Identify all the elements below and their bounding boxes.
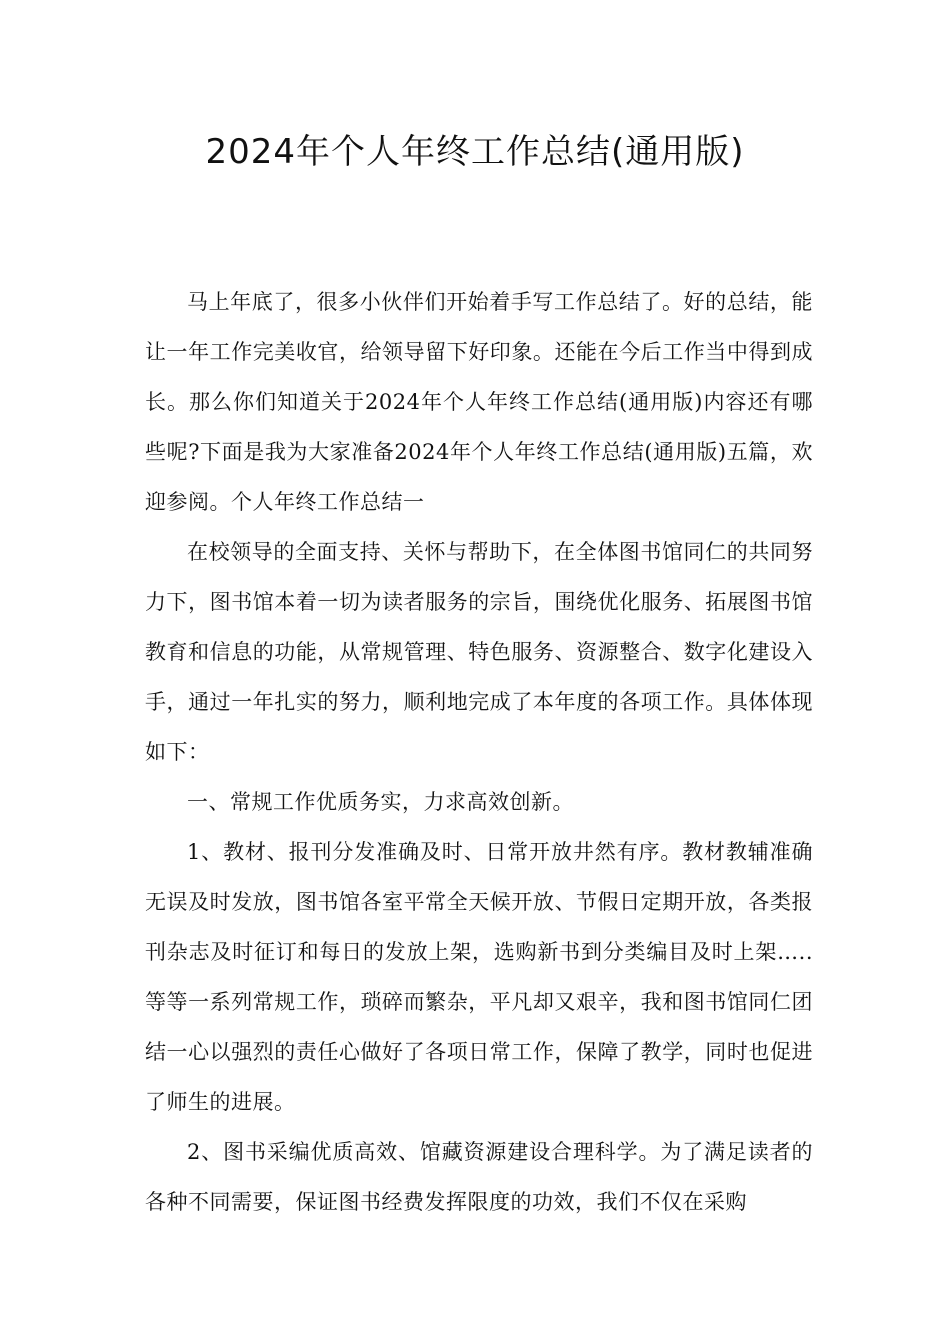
paragraph-item-1: 1、教材、报刊分发准确及时、日常开放井然有序。教材教辅准确无误及时发放，图书馆各室平常全天候开放、节假日定期开放，各类报刊杂志及时征订和每日的发放上架，选购新书到分类编目及时上架…..等等一系列常规工作，琐碎而繁杂，平凡却又艰辛，我和图书馆同仁团结一心以强烈的责任心做好了各项日常工作，保障了教学，同时也促进了师生的进展。 <box>145 840 813 1114</box>
document-title: 2024年个人年终工作总结(通用版) <box>205 132 745 172</box>
document-body <box>145 277 813 1227</box>
paragraph-item-2: 2、图书采编优质高效、馆藏资源建设合理科学。为了满足读者的各种不同需要，保证图书经费发挥限度的功效，我们不仅在采购 <box>145 1140 813 1214</box>
paragraph-intro: 马上年底了，很多小伙伴们开始着手写工作总结了。好的总结，能让一年工作完美收官，给领导留下好印象。还能在今后工作当中得到成长。那么你们知道关于2024年个人年终工作总结(通用版)内容还有哪些呢?下面是我为大家准备2024年个人年终工作总结(通用版)五篇，欢迎参阅。个人年终工作总结一 <box>145 290 813 514</box>
section-heading-1: 一、常规工作优质务实，力求高效创新。 <box>187 790 574 814</box>
paragraph-overview: 在校领导的全面支持、关怀与帮助下，在全体图书馆同仁的共同努力下，图书馆本着一切为读者服务的宗旨，围绕优化服务、拓展图书馆教育和信息的功能，从常规管理、特色服务、资源整合、数字化建设入手，通过一年扎实的努力，顺利地完成了本年度的各项工作。具体体现如下： <box>145 540 813 764</box>
